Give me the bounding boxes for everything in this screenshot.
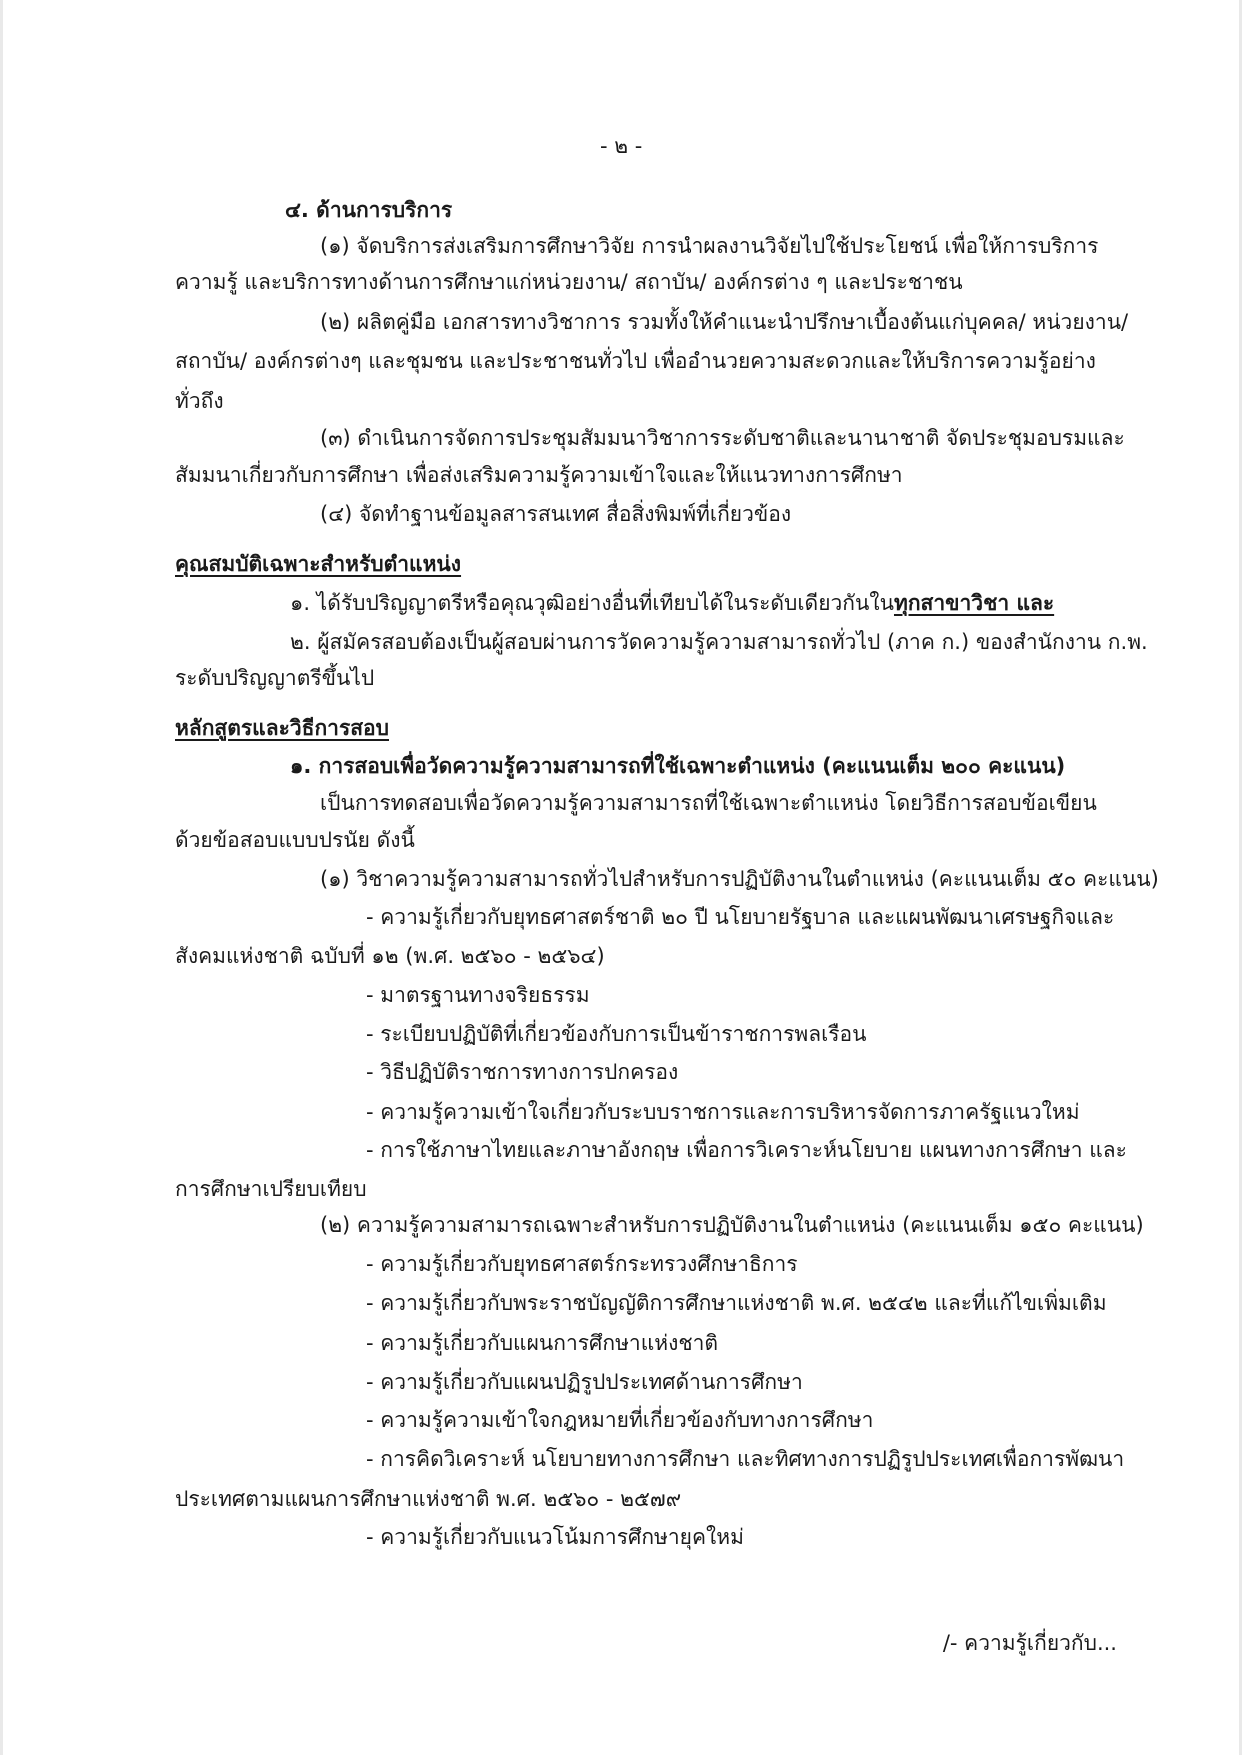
subject-2-bullet-6-line-1: - การคิดวิเคราะห์ นโยบายทางการศึกษา และทิศทางการปฏิรูปประเทศเพื่อการพัฒนา <box>366 1447 1125 1471</box>
subject-1-bullet-6-line-2: การศึกษาเปรียบเทียบ <box>175 1177 367 1201</box>
exam-intro-line-1: เป็นการทดสอบเพื่อวัดความรู้ความสามารถที่ใช้เฉพาะตำแหน่ง โดยวิธีการสอบข้อเขียน <box>320 791 1097 815</box>
subject-2-title: (๒) ความรู้ความสามารถเฉพาะสำหรับการปฏิบัติงานในตำแหน่ง (คะแนนเต็ม ๑๕๐ คะแนน) <box>320 1213 1144 1237</box>
service-item-3-line-2: สัมมนาเกี่ยวกับการศึกษา เพื่อส่งเสริมความรู้ความเข้าใจและให้แนวทางการศึกษา <box>175 463 903 487</box>
exam-intro-line-2: ด้วยข้อสอบแบบปรนัย ดังนี้ <box>175 828 415 852</box>
subject-2-bullet-7: - ความรู้เกี่ยวกับแนวโน้มการศึกษายุคใหม่ <box>366 1525 744 1549</box>
subject-2-bullet-4: - ความรู้เกี่ยวกับแผนปฏิรูปประเทศด้านการศึกษา <box>366 1370 803 1394</box>
subject-1-bullet-1-line-2: สังคมแห่งชาติ ฉบับที่ ๑๒ (พ.ศ. ๒๕๖๐ - ๒๕๖๔) <box>175 944 605 968</box>
exam-title: ๑. การสอบเพื่อวัดความรู้ความสามารถที่ใช้เฉพาะตำแหน่ง (คะแนนเต็ม ๒๐๐ คะแนน) <box>290 754 1066 778</box>
qualification-1-underlined: ทุกสาขาวิชา และ <box>893 591 1055 615</box>
subject-1-bullet-6-line-1: - การใช้ภาษาไทยและภาษาอังกฤษ เพื่อการวิเคราะห์นโยบาย แผนทางการศึกษา และ <box>366 1138 1127 1162</box>
subject-2-bullet-3: - ความรู้เกี่ยวกับแผนการศึกษาแห่งชาติ <box>366 1331 719 1355</box>
subject-2-bullet-2: - ความรู้เกี่ยวกับพระราชบัญญัติการศึกษาแห่งชาติ พ.ศ. ๒๕๔๒ และที่แก้ไขเพิ่มเติม <box>366 1291 1107 1315</box>
service-item-3-line-1: (๓) ดำเนินการจัดการประชุมสัมมนาวิชาการระดับชาติและนานาชาติ จัดประชุมอบรมและ <box>320 426 1125 450</box>
service-item-2-line-3: ทั่วถึง <box>175 389 224 413</box>
service-item-2-line-1: (๒) ผลิตคู่มือ เอกสารทางวิชาการ รวมทั้งให้คำแนะนำปรึกษาเบื้องต้นแก่บุคคล/ หน่วยงาน/ <box>320 310 1129 334</box>
page-number: - ๒ - <box>600 134 643 158</box>
subject-1-bullet-2: - มาตรฐานทางจริยธรรม <box>366 983 590 1007</box>
qualification-2-line-1: ๒. ผู้สมัครสอบต้องเป็นผู้สอบผ่านการวัดความรู้ความสามารถทั่วไป (ภาค ก.) ของสำนักงาน ก.พ. <box>290 630 1148 654</box>
scan-edge-left <box>0 0 3 1755</box>
subject-1-bullet-3: - ระเบียบปฏิบัติที่เกี่ยวข้องกับการเป็นข้าราชการพลเรือน <box>366 1022 867 1046</box>
subject-2-bullet-5: - ความรู้ความเข้าใจกฎหมายที่เกี่ยวข้องกับทางการศึกษา <box>366 1408 874 1432</box>
qualification-1-text: ๑. ได้รับปริญญาตรีหรือคุณวุฒิอย่างอื่นที่เทียบได้ในระดับเดียวกันใน <box>290 591 894 615</box>
qualification-2-line-2: ระดับปริญญาตรีขึ้นไป <box>175 666 375 690</box>
curriculum-heading: หลักสูตรและวิธีการสอบ <box>175 716 389 740</box>
subject-2-bullet-6-line-2: ประเทศตามแผนการศึกษาแห่งชาติ พ.ศ. ๒๕๖๐ - ๒๕๗๙ <box>175 1487 682 1511</box>
subject-1-bullet-5: - ความรู้ความเข้าใจเกี่ยวกับระบบราชการและการบริหารจัดการภาครัฐแนวใหม่ <box>366 1100 1080 1124</box>
subject-1-bullet-1-line-1: - ความรู้เกี่ยวกับยุทธศาสตร์ชาติ ๒๐ ปี นโยบายรัฐบาล และแผนพัฒนาเศรษฐกิจและ <box>366 905 1115 929</box>
continuation-note: /- ความรู้เกี่ยวกับ... <box>942 1631 1117 1655</box>
qualifications-heading: คุณสมบัติเฉพาะสำหรับตำแหน่ง <box>175 552 462 576</box>
subject-1-bullet-4: - วิธีปฏิบัติราชการทางการปกครอง <box>366 1060 679 1084</box>
service-item-4-line-1: (๔) จัดทำฐานข้อมูลสารสนเทศ สื่อสิ่งพิมพ์ที่เกี่ยวข้อง <box>320 502 792 526</box>
qualification-1 <box>290 591 1054 616</box>
service-item-1-line-2: ความรู้ และบริการทางด้านการศึกษาแก่หน่วยงาน/ สถาบัน/ องค์กรต่าง ๆ และประชาชน <box>175 270 963 294</box>
service-item-2-line-2: สถาบัน/ องค์กรต่างๆ และชุมชน และประชาชนทั่วไป เพื่ออำนวยความสะดวกและให้บริการความรู้อย่าง <box>175 349 1096 373</box>
subject-2-bullet-1: - ความรู้เกี่ยวกับยุทธศาสตร์กระทรวงศึกษาธิการ <box>366 1252 798 1276</box>
service-heading: ๔. ด้านการบริการ <box>285 198 453 222</box>
subject-1-title: (๑) วิชาความรู้ความสามารถทั่วไปสำหรับการปฏิบัติงานในตำแหน่ง (คะแนนเต็ม ๕๐ คะแนน) <box>320 867 1159 891</box>
service-item-1-line-1: (๑) จัดบริการส่งเสริมการศึกษาวิจัย การนำผลงานวิจัยไปใช้ประโยชน์ เพื่อให้การบริการ <box>320 234 1099 258</box>
